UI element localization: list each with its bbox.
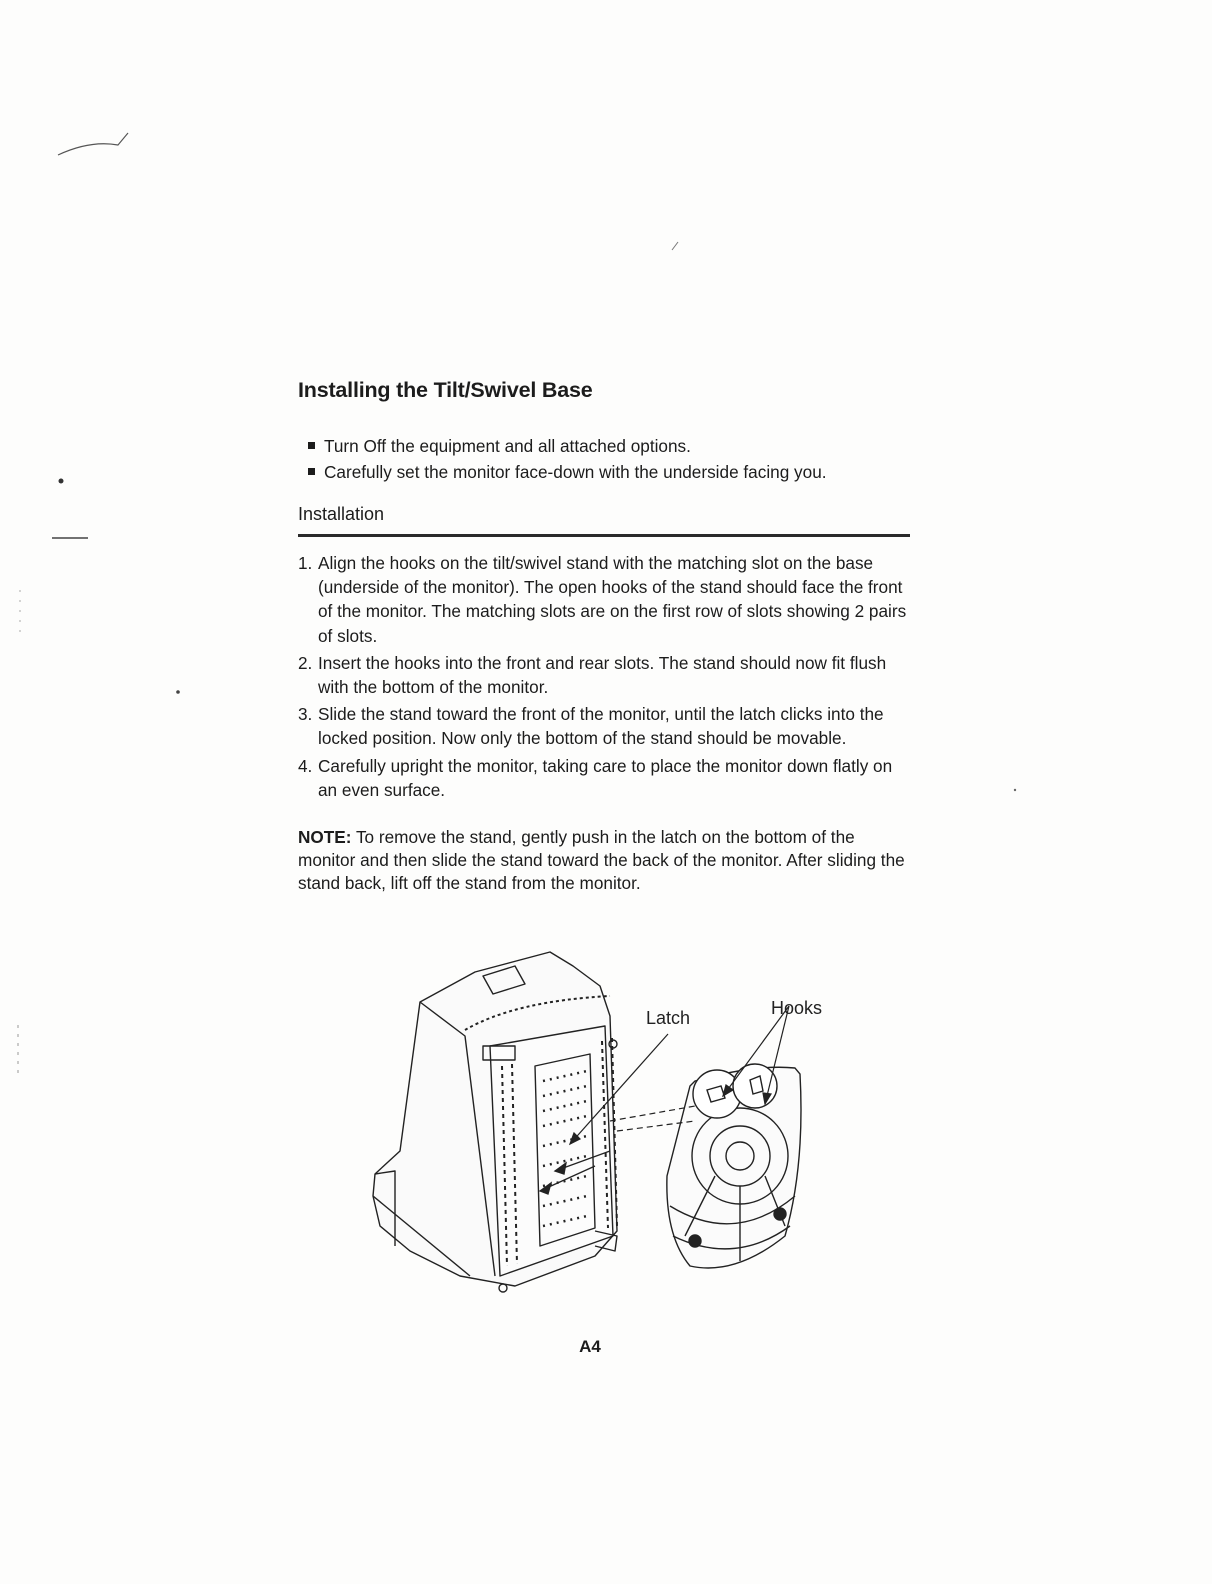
installation-steps: [298, 551, 910, 802]
step-item: 2. Insert the hooks into the front and rear slots. The stand should now fit flush with the bottom of the monitor.: [298, 652, 887, 698]
hook-right: [733, 1064, 777, 1108]
square-bullet-icon: [308, 442, 315, 449]
prerequisite-list: [298, 433, 910, 485]
page-title: Installing the Tilt/Swivel Base: [298, 378, 593, 402]
step-item: 1. Align the hooks on the tilt/swivel stand with the matching slot on the base (underside of the monitor). The open hooks of the stand should face the front of the monitor. The matching slots are on the first row of slots showing 2 pairs of slots.: [298, 553, 907, 646]
installation-figure: [355, 946, 855, 1316]
removal-note: [298, 826, 910, 895]
section-heading: Installation: [298, 504, 385, 524]
prerequisite-item: Carefully set the monitor face-down with the underside facing you.: [298, 459, 910, 485]
square-bullet-icon: [308, 468, 315, 475]
note-label: NOTE:: [298, 827, 352, 848]
step-item: 4. Carefully upright the monitor, taking care to place the monitor down flatly on an even surface.: [298, 755, 893, 800]
latch-label: Latch: [646, 1008, 691, 1028]
prerequisite-item: Turn Off the equipment and all attached options.: [298, 433, 910, 459]
section-divider: [298, 534, 910, 537]
note-text: To remove the stand, gently push in the latch on the bottom of the monitor and then slide the stand toward the back of the monitor. After sliding the stand back, lift off the stand from the monitor.: [298, 827, 905, 894]
underside-panel: [490, 1026, 613, 1276]
step-item: 3. Slide the stand toward the front of the monitor, until the latch clicks into the locked position. Now only the bottom of the stand should be movable.: [298, 704, 884, 749]
hooks-label: Hooks: [771, 998, 823, 1018]
swivel-stand: [667, 1064, 801, 1268]
document-body: [298, 378, 910, 912]
page-number: A4: [579, 1337, 601, 1356]
